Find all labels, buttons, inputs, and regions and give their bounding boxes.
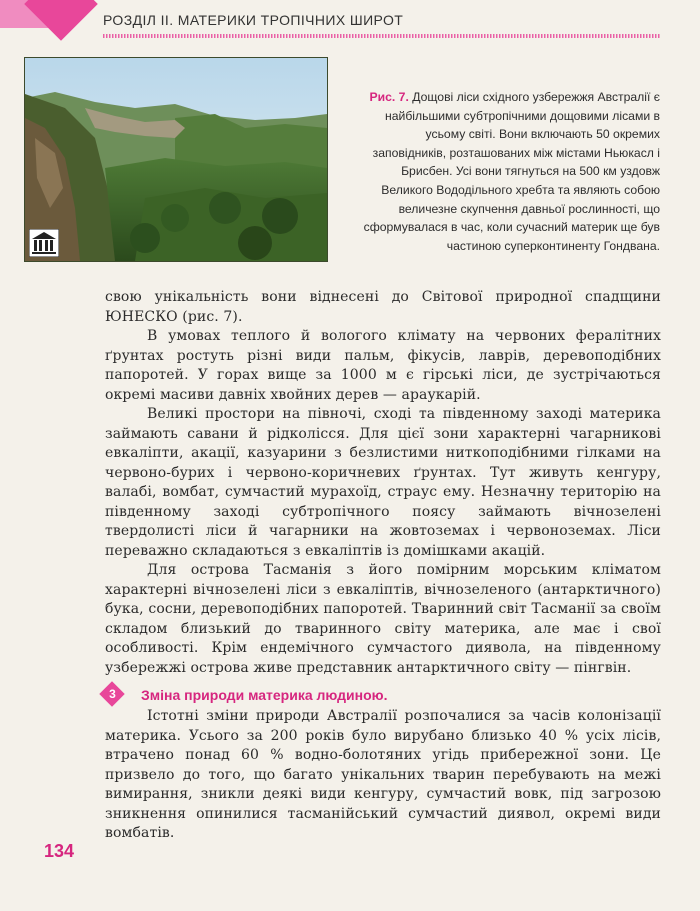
paragraph-continuation: свою унікальність вони віднесені до Світової природної спадщини ЮНЕСКО (рис. 7). xyxy=(105,289,661,325)
section-title: Зміна природи материка людиною. xyxy=(141,687,388,703)
paragraph-human-impact: Істотні зміни природи Австралії розпочалися за часів колонізації материка. Усього за 200 років було вирубано близько 40 % усіх лісів, втрачено понад 60 % водно-болотяних угідь прибережної зони. Це призвело до того, що багато унікальних тварин перебувають на межі вимирання, зникли деякі види кенгуру, сумчастий вовк, під загрозою зникнення опинилися тасманійський сумчастий диявол, окремі види вомбатів. xyxy=(105,708,661,841)
page-number: 134 xyxy=(44,841,75,861)
paragraph-tasmania: Для острова Тасманія з його помірним морським кліматом характерні вічнозелені ліси з евкаліптів, вічнозеленого (антарктичного) бука, сосни, деревоподібних папоротей. Тваринний світ Тасманії за своїм складом близький до тваринного світу материка, але має і свої особливості. Крім ендемічного сумчастого диявола, на південному узбережжі острова живе представник антарктичного світу — пінгвін. xyxy=(105,562,661,676)
section-number: 3 xyxy=(109,687,116,701)
paragraph-climate: В умовах теплого й вологого клімату на червоних фералітних ґрунтах ростуть різні види пальм, фікусів, лаврів, деревоподібних папоротей. У горах вище за 1000 м є гірські ліси, де зустрічаються окремі масиви давніх хвойних дерев — араукарій. xyxy=(105,328,661,403)
paragraph-savanna: Великі простори на півночі, сході та південному заході материка займають савани й рідколісся. Для цієї зони характерні чагарникові евкаліпти, акації, казуарини з безлистими ниткоподібними гілками на червоно-бурих і червоно-коричневих ґрунтах. Тут живуть кенгуру, валабі, вомбат, сумчастий мурахоїд, страус ему. Незначну територію на південному заході субтропічного поясу займають вічнозелені твердолисті ліси й чагарники на жовтоземах і червоноземах. Ліси переважно складаються з евкаліптів із домішками акацій. xyxy=(105,406,661,559)
rainforest-photo xyxy=(24,57,328,262)
figure-caption-text: Дощові ліси східного узбережжя Австралії є найбільшими субтропічними дощовими лісами в усьому світі. Вони включають 50 окремих заповідників, розташованих між містами Ньюкасл і Брисбен. Усі вони тягнуться на 500 км уздовж Великого Вододільного хребта та являють собою величезне скупчення давньої рослинності, що сформувалася в час, коли сучасний материк ще був частиною суперконтиненту Гондвана. xyxy=(363,90,660,253)
header-rule xyxy=(103,34,660,38)
rainforest-photo-illustration xyxy=(25,58,327,261)
figure-caption xyxy=(360,88,660,255)
unesco-icon xyxy=(29,229,59,257)
figure-caption-label: Рис. 7. xyxy=(369,90,409,104)
running-header: РОЗДІЛ ІІ. МАТЕРИКИ ТРОПІЧНИХ ШИРОТ xyxy=(103,12,404,28)
section-number-badge xyxy=(103,685,123,705)
section-heading xyxy=(103,683,388,707)
